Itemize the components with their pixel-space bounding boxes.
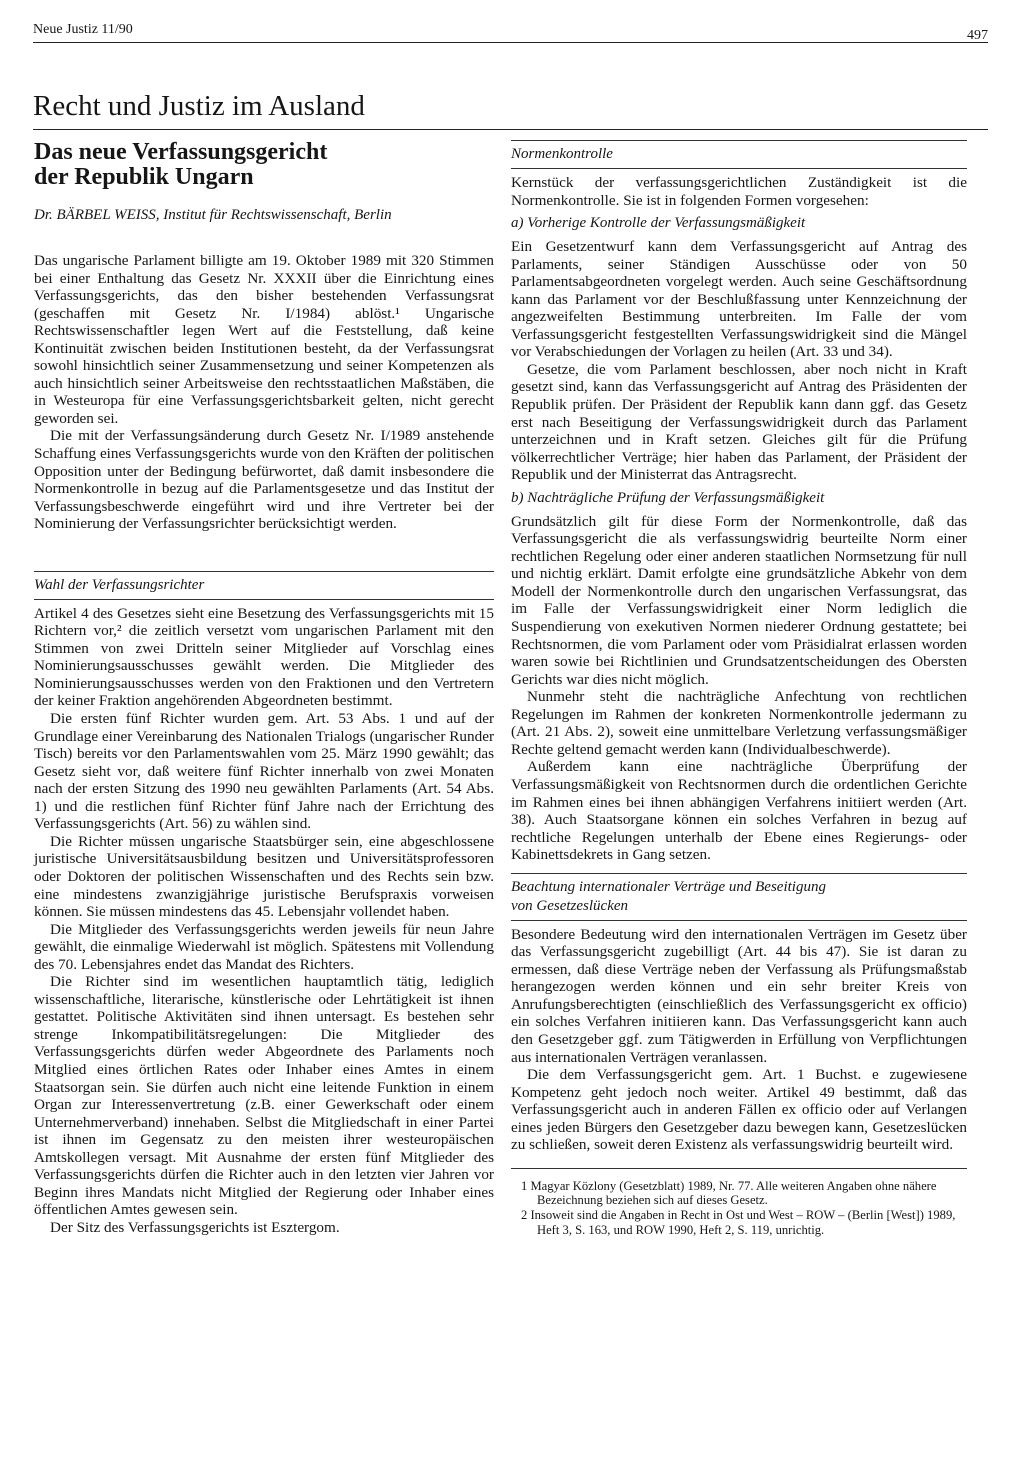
body-paragraph: Ein Gesetzentwurf kann dem Verfassungsgericht auf Antrag des Parlaments, seiner Ständigen Ausschüsse oder von 50 Parlamentsabgeordneten vorgelegt werden. Auch seine Geschäftsordnung kann das Parlament vor der Beschlußfassung unter Kennzeichnung der angezweifelten Bestimmung unterbreiten. Im Falle der vom Verfassungsgericht festgestellten Verfassungswidrigkeit sind die Mängel vor Verabschiedungen der Vorlagen zu heilen (Art. 33 und 34). xyxy=(511,238,967,361)
section-heading-normenkontrolle xyxy=(511,140,967,169)
body-paragraph: Die Richter müssen ungarische Staatsbürger sein, eine abgeschlossene juristische Universitätsausbildung besitzen und Universitätsprofessoren oder Doktoren der politischen Wissenschaften und des Rechts sein bzw. eine mindestens zwanzigjährige juristische Berufspraxis vorweisen können. Sie müssen mindestens das 45. Lebensjahr vollendet haben. xyxy=(34,832,494,921)
intro-paragraph: Die mit der Verfassungsänderung durch Gesetz Nr. I/1989 anstehende Schaffung eines Verfassungsgerichts wurde von den Kräften der politischen Opposition unter der Bedingung befürwortet, daß damit insbesondere die Normenkontrolle in bezug auf die Parlamentsgesetze und das Institut der Verfassungsbeschwerde eingeführt wird und ihre Vertreter bei der Nominierung der Verfassungsrichter berücksichtigt werden. xyxy=(34,427,494,533)
article-title-line-1: Das neue Verfassungsgericht xyxy=(34,139,328,165)
body-paragraph: Grundsätzlich gilt für diese Form der Normenkontrolle, daß das Verfassungsgericht die als verfassungswidrig beurteilte Norm einer rechtlichen Regelung oder einer anderen staatlichen Normsetzung für null und nichtig erklärt. Damit erfolgte eine grundsätzliche Abkehr von dem Modell der Normenkontrolle durch den ungarischen Verfassungsrat, das im Falle der Verfassungswidrigkeit einer Norm lediglich die Suspendierung von exekutiven Normen niederer Ordnung gestattete; bei Rechtsnormen, die vom Parlament oder vom Präsidialrat erlassen worden waren sowie bei Richtlinien und Grundsatzentscheidungen des Obersten Gerichts war dies nicht möglich. xyxy=(511,512,967,688)
journal-issue: Neue Justiz 11/90 xyxy=(33,22,133,37)
body-paragraph: Außerdem kann eine nachträgliche Überprüfung der Verfassungsmäßigkeit von Rechtsnormen durch die ordentlichen Gerichte im Rahmen eines bei ihnen abhängigen Verfahrens initiiert werden (Art. 38). Auch Staatsorgane können ein solches Verfahren in bezug auf rechtliche Regelungen unterhalb der Ebene eines Regierungs- oder Kabinettsdekrets in Gang setzen. xyxy=(511,758,967,864)
section-heading-text: Wahl der Verfassungsrichter xyxy=(34,576,205,593)
left-column xyxy=(34,140,494,1236)
section-title: Recht und Justiz im Ausland xyxy=(33,90,365,122)
byline: Dr. BÄRBEL WEISS, Institut für Rechtswissenschaft, Berlin xyxy=(34,207,392,223)
section-heading-text-line-2: von Gesetzeslücken xyxy=(511,897,629,914)
section-rule xyxy=(33,129,988,130)
body-paragraph: Artikel 4 des Gesetzes sieht eine Besetzung des Verfassungsgerichts mit 15 Richtern vor,² die zeitlich versetzt vom ungarischen Parlament mit den Stimmen von zwei Dritteln seiner Mitglieder auf Vorschlag eines Nominierungsausschusses gewählt werden. Die Mitglieder des Nominierungsausschusses werden von den Fraktionen und den Vertretern der keiner Fraktion angehörenden Abgeordneten bestimmt. xyxy=(34,604,494,710)
body-paragraph: Die ersten fünf Richter wurden gem. Art. 53 Abs. 1 und auf der Grundlage einer Vereinbarung des Nationalen Trialogs (ungarischer Runder Tisch) bereits vor den Parlamentswahlen vom 25. März 1990 gewählt; das Gesetz sieht vor, daß weitere fünf Richter innerhalb von zwei Monaten nach der ersten Sitzung des 1990 neu gewählten Parlaments (Art. 54 Abs. 1) und die restlichen fünf Richter fünf Jahre nach der Errichtung des Verfassungsgerichts (Art. 56) zu wählen sind. xyxy=(34,710,494,833)
section-heading-text-line-1: Beachtung internationaler Verträge und Beseitigung xyxy=(511,878,826,895)
body-paragraph: Gesetze, die vom Parlament beschlossen, aber noch nicht in Kraft gesetzt sind, kann das Verfassungsgericht auf Antrag des Präsidenten der Republik prüfen. Der Präsident der Republik kann dann ggf. das Gesetz erst nach Beseitigung der Verfassungswidrigkeit durch das Parlament unterzeichnen und in Kraft setzen. Gleiches gilt für die Prüfung völkerrechtlicher Verträge; hier haben das Parlament, der Präsident der Republik und der Ministerrat das Antragsrecht. xyxy=(511,360,967,484)
body-paragraph: Nunmehr steht die nachträgliche Anfechtung von rechtlichen Regelungen im Rahmen der konkreten Normenkontrolle jedermann zu (Art. 21 Abs. 2), soweit eine unmittelbare Verletzung verfassungsmäßiger Rechte geltend gemacht werden kann (Individualbeschwerde). xyxy=(511,688,967,758)
footnotes xyxy=(511,1168,967,1237)
subheading-b xyxy=(511,489,967,508)
body-paragraph: Kernstück der verfassungsgerichtlichen Zuständigkeit ist die Normenkontrolle. Sie ist in folgenden Formen vorgesehen: xyxy=(511,174,967,209)
section-heading-wahl xyxy=(34,571,494,600)
right-column xyxy=(511,140,967,1237)
body-paragraph: Der Sitz des Verfassungsgerichts ist Esztergom. xyxy=(50,1218,340,1236)
subheading-a xyxy=(511,214,967,233)
section-heading-text: Normenkontrolle xyxy=(511,146,613,162)
article-title xyxy=(34,140,494,190)
section-heading-vertraege xyxy=(511,873,967,921)
intro-paragraph: Das ungarische Parlament billigte am 19. Oktober 1989 mit 320 Stimmen bei einer Enthaltung das Gesetz Nr. XXXII über die Einrichtung eines Verfassungsgerichts, das den bisher bestehenden Verfassungsrat (geschaffen mit Gesetz Nr. I/1984) ablöst.¹ Ungarische Rechtswissenschaftler legen Wert auf die Feststellung, daß keine Kontinuität zwischen beiden Institutionen besteht, da der Verfassungsrat sowohl hinsichtlich seiner Zusammensetzung und seiner Kompetenzen als auch hinsichtlich seiner Arbeitsweise den rechtsstaatlichen Maßstäben, die in Westeuropa für eine Verfassungsgerichtsbarkeit gelten, nicht gerecht geworden sei. xyxy=(34,252,494,427)
body-paragraph: Besondere Bedeutung wird den internationalen Verträgen im Gesetz über das Verfassungsgericht zugebilligt (Art. 44 bis 47). Sie ist daran zu ermessen, daß diese Verträge neben der Verfassung als Prüfungsmaßstab herangezogen werden können und ein sehr breiter Kreis von Anrufungsberechtigten (einschließlich des Verfassungsgericht ex officio) ein solches Verfahren initiieren kann. Das Verfassungsgericht kann auch den Gesetzgeber ggf. zum Tätigwerden in Erfüllung von Verpflichtungen aus internationalen Verträgen veranlassen. xyxy=(511,925,967,1066)
footnote: 1 Magyar Közlony (Gesetzblatt) 1989, Nr. 77. Alle weiteren Angaben ohne nähere Bezeichnung beziehen sich auf dieses Gesetz. xyxy=(521,1178,937,1208)
article-title-line-2: der Republik Ungarn xyxy=(34,164,254,190)
running-head xyxy=(33,22,988,43)
subheading-text: a) Vorherige Kontrolle der Verfassungsmäßigkeit xyxy=(511,215,806,232)
page-number: 497 xyxy=(967,28,988,43)
subheading-text: b) Nachträgliche Prüfung der Verfassungsmäßigkeit xyxy=(511,489,825,506)
body-paragraph: Die Mitglieder des Verfassungsgerichts werden jeweils für neun Jahre gewählt, die einmalige Wiederwahl ist möglich. Spätestens mit Vollendung des 70. Lebensjahres endet das Mandat des Richters. xyxy=(34,920,494,973)
body-paragraph: Die dem Verfassungsgericht gem. Art. 1 Buchst. e zugewiesene Kompetenz geht jedoch noch weiter. Artikel 49 bestimmt, daß das Verfassungsgericht auch in anderen Fällen ex officio oder auf Verlangen eines jeden Bürgers den Gesetzgeber dazu bewegen kann, Gesetzeslücken zu schließen, soweit deren Existenz als verfassungswidrig beurteilt wird. xyxy=(511,1066,967,1154)
body-paragraph: Die Richter sind im wesentlichen hauptamtlich tätig, lediglich wissenschaftliche, literarische, künstlerische oder Lehrtätigkeit ist ihnen gestattet. Politische Aktivitäten sind ihnen untersagt. Es bestehen sehr strenge Inkompatibilitätsregelungen: Die Mitglieder des Verfassungsgerichts dürfen weder Abgeordnete des Parlaments noch Mitglied eines örtlichen Rates oder Inhaber eines Amtes in einem Staatsorgan sein. Sie dürfen auch nicht eine leitende Funktion in einem Organ zur Interessenvertretung (z.B. einer Gewerkschaft oder einem Unternehmerverband) innehaben. Selbst die Mitgliedschaft in einer Partei ist ihnen im Gegensatz zu den meisten ihrer westeuropäischen Amtskollegen versagt. Mit Ausnahme der ersten fünf Mitglieder des Verfassungsgerichts dürfen die Richter auch in den letzten vier Jahren vor Beginn ihres Mandats nicht Mitglied der Regierung oder Inhaber eines öffentlichen Amtes gewesen sein. xyxy=(34,973,494,1219)
footnote: 2 Insoweit sind die Angaben in Recht in Ost und West – ROW – (Berlin [West]) 1989, Heft 3, S. 163, und ROW 1990, Heft 2, S. 119, unrichtig. xyxy=(521,1207,956,1237)
